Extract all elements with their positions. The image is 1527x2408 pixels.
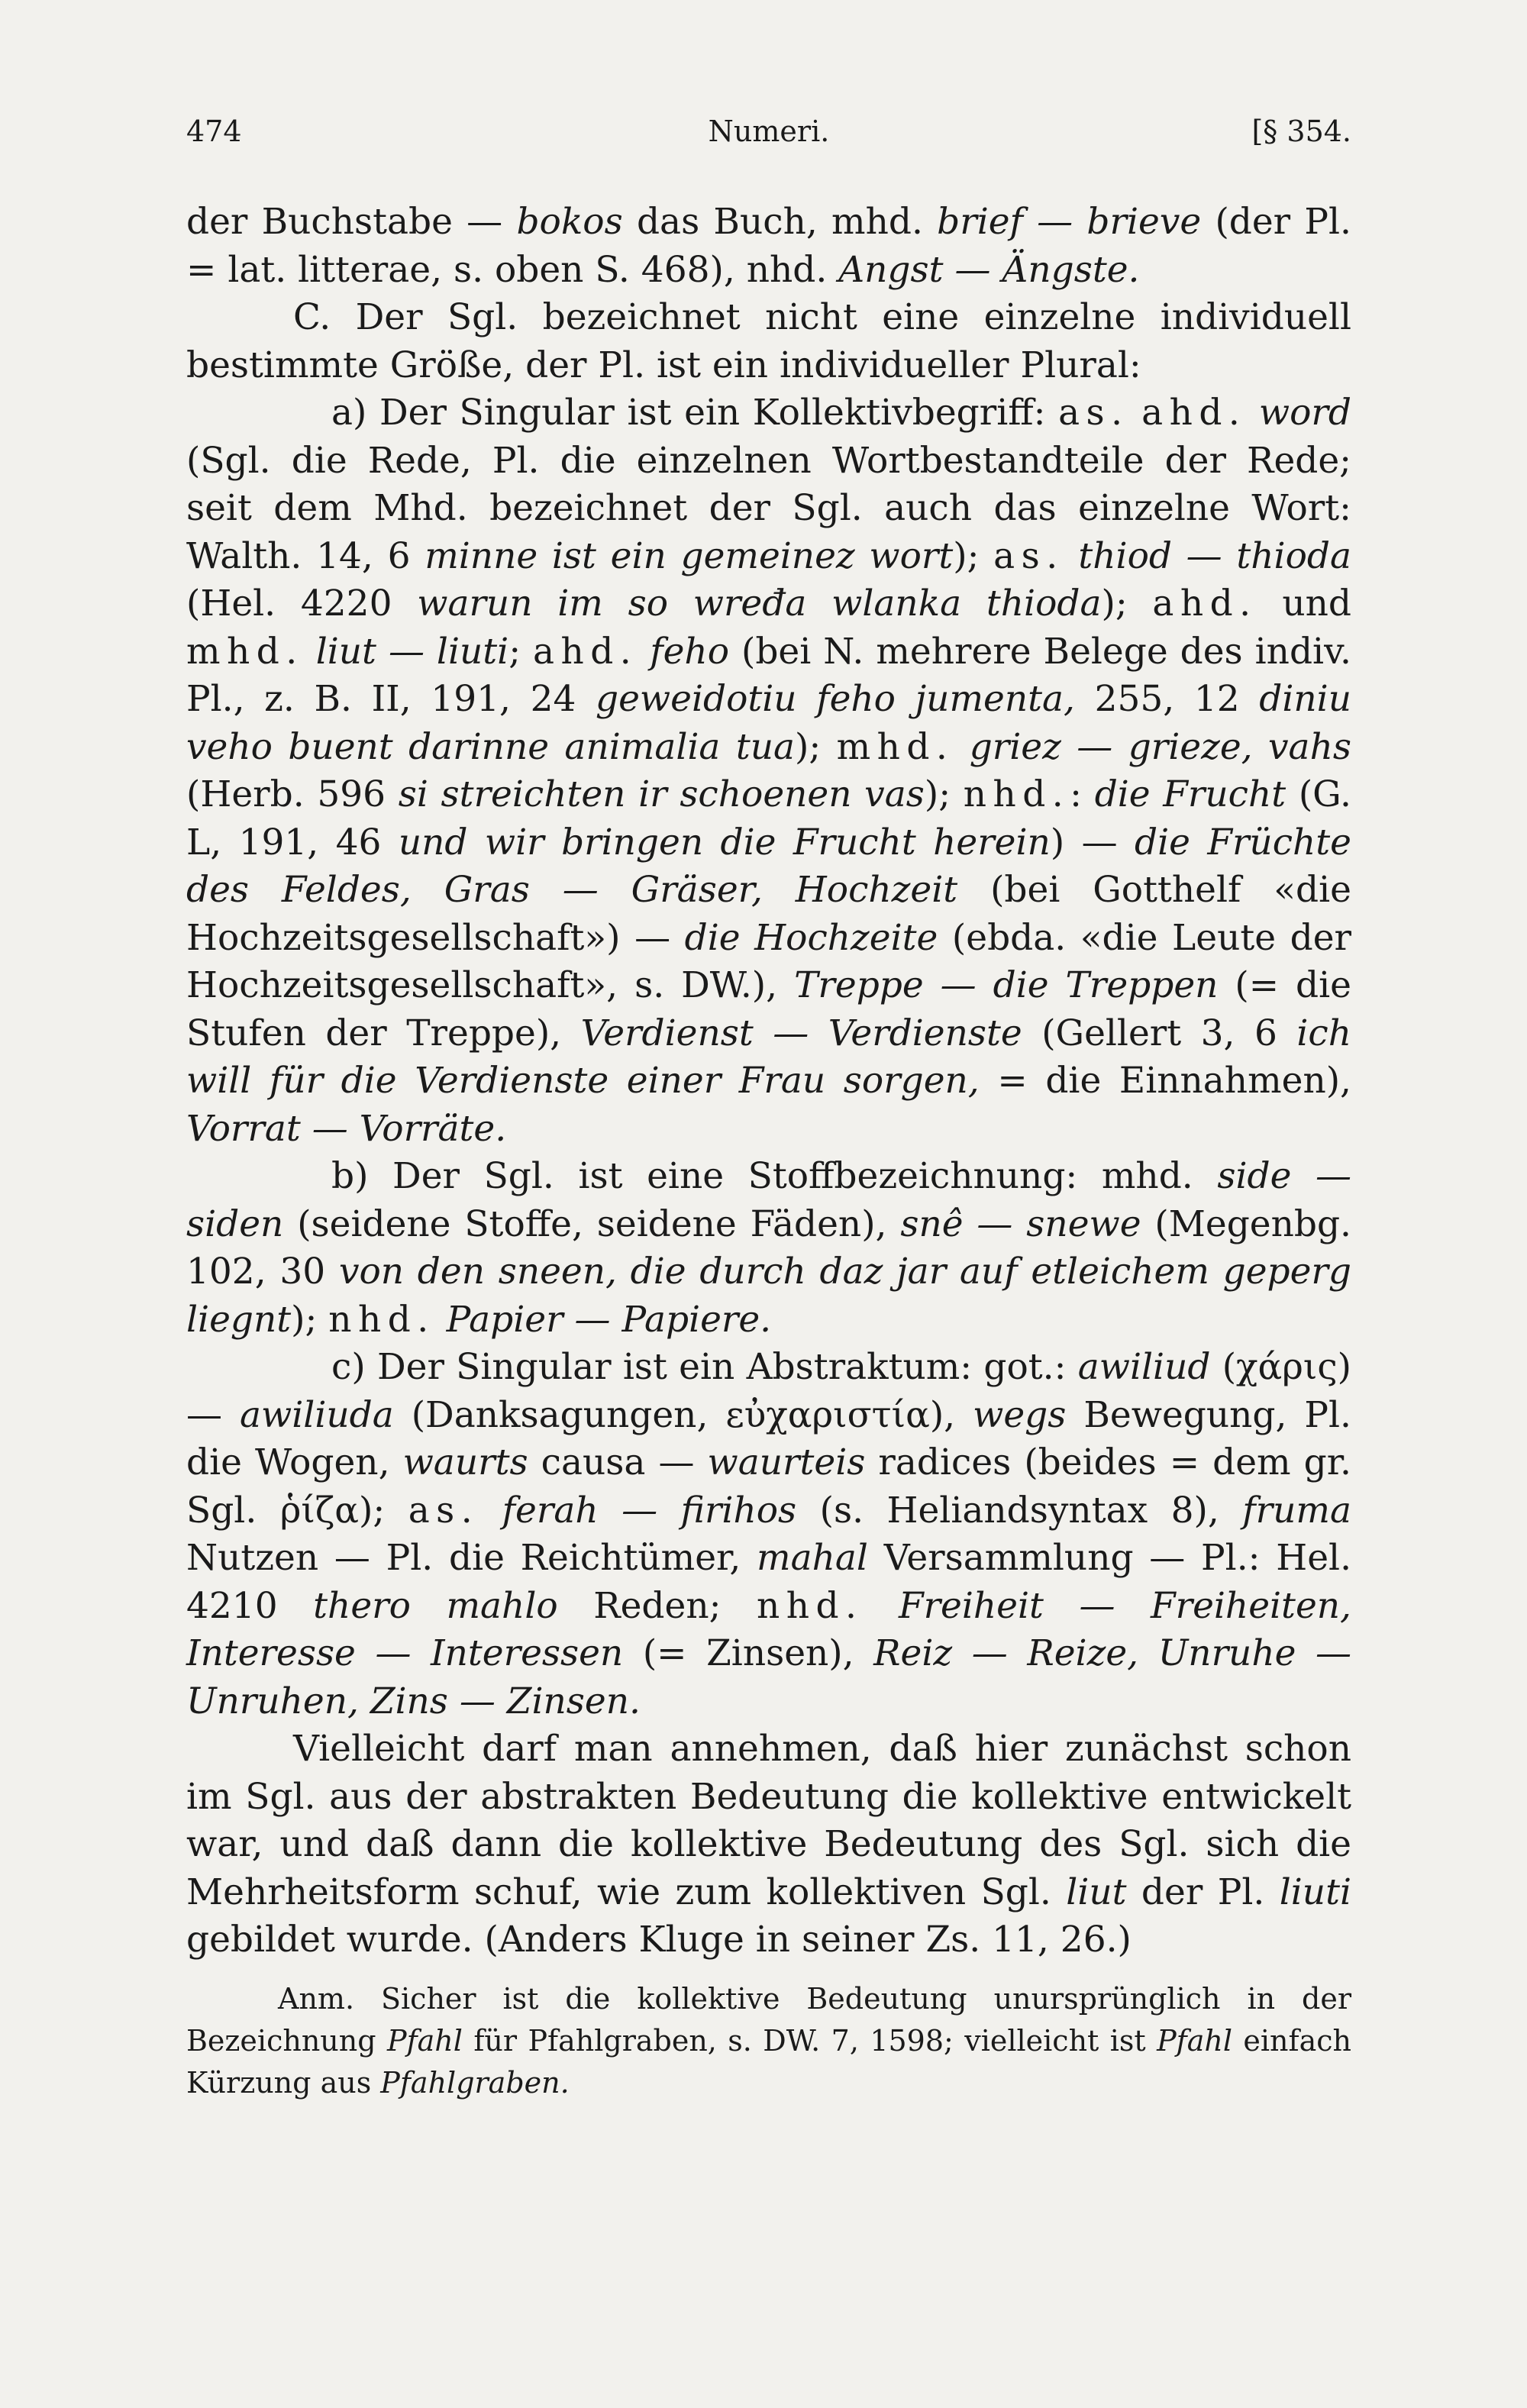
page-number: 474 <box>186 115 242 148</box>
paragraph-c-abstract: c) Der Singular ist ein Abstraktum: got.: awiliud (χάρις) — awiliuda (Danksagungen, εὐχαριστία), wegs Bewegung, Pl. die Wogen, waurts causa — waurteis radices (beides = dem gr. Sgl. ῥίζα); as. ferah — firihos (s. Heliandsyntax 8), fruma Nutzen — Pl. die Reichtümer, mahal Versammlung — Pl.: Hel. 4210 thero mahlo Reden; nhd. Freiheit — Freiheiten, Interesse — Interessen (= Zinsen), Reiz — Reize, Unruhe — Unruhen, Zins — Zinsen. <box>186 1346 1352 1722</box>
paragraph-a-collective: a) Der Singular ist ein Kollektivbegriff: as. ahd. word (Sgl. die Rede, Pl. die einzelnen Wortbestandteile der Rede; seit dem Mhd. bezeichnet der Sgl. auch das einzelne Wort: Walth. 14, 6 minne ist ein gemeinez wort); as. thiod — thioda (Hel. 4220 warun im so wređa wlanka thioda); ahd. und mhd. liut — liuti; ahd. feho (bei N. mehrere Belege des indiv. Pl., z. B. II, 191, 24 geweidotiu feho jumenta, 255, 12 diniu veho buent darinne animalia tua); mhd. griez — grieze, vahs (Herb. 596 si streichten ir schoenen vas); nhd.: die Frucht (G. L, 191, 46 und wir bringen die Frucht herein) — die Früchte des Feldes, Gras — Gräser, Hochzeit (bei Gotthelf «die Hochzeitsgesellschaft») — die Hochzeite (ebda. «die Leute der Hochzeitsgesellschaft», s. DW.), Treppe — die Treppen (= die Stufen der Treppe), Verdienst — Verdienste (Gellert 3, 6 ich will für die Verdienste einer Frau sorgen, = die Einnahmen), Vorrat — Vorräte. <box>186 392 1352 1150</box>
page <box>186 115 1351 2104</box>
paragraph-b-material: b) Der Sgl. ist eine Stoffbezeichnung: mhd. side — siden (seidene Stoffe, seidene Fäden), snê — snewe (Megenbg. 102, 30 von den sneen, die durch daz jar auf etleichem geperg liegnt); nhd. Papier — Papiere. <box>186 1155 1351 1341</box>
paragraph-c-heading: C. Der Sgl. bezeichnet nicht eine einzelne individuell bestimmte Größe, der Pl. ist ein individueller Plural: <box>186 296 1351 386</box>
paragraph-conclusion: Vielleicht darf man annehmen, daß hier zunächst schon im Sgl. aus der abstrakten Bedeutung die kollektive entwickelt war, und daß dann die kollektive Bedeutung des Sgl. sich die Mehrheitsform schuf, wie zum kollektiven Sgl. liut der Pl. liuti gebildet wurde. (Anders Kluge in seiner Zs. 11, 26.) <box>186 1728 1351 1961</box>
running-title: Numeri. <box>708 115 830 148</box>
footnote-anm: Anm. Sicher ist die kollektive Bedeutung unursprünglich in der Bezeichnung Pfahl für Pfahlgraben, s. DW. 7, 1598; vielleicht ist Pfahl einfach Kürzung aus Pfahlgraben. <box>186 1981 1352 2100</box>
paragraph-1: der Buchstabe — bokos das Buch, mhd. brief — brieve (der Pl. = lat. litterae, s. oben S. 468), nhd. Angst — Ängste. <box>186 201 1351 291</box>
section-marker: [§ 354. <box>1251 115 1351 148</box>
running-header <box>186 115 1351 168</box>
